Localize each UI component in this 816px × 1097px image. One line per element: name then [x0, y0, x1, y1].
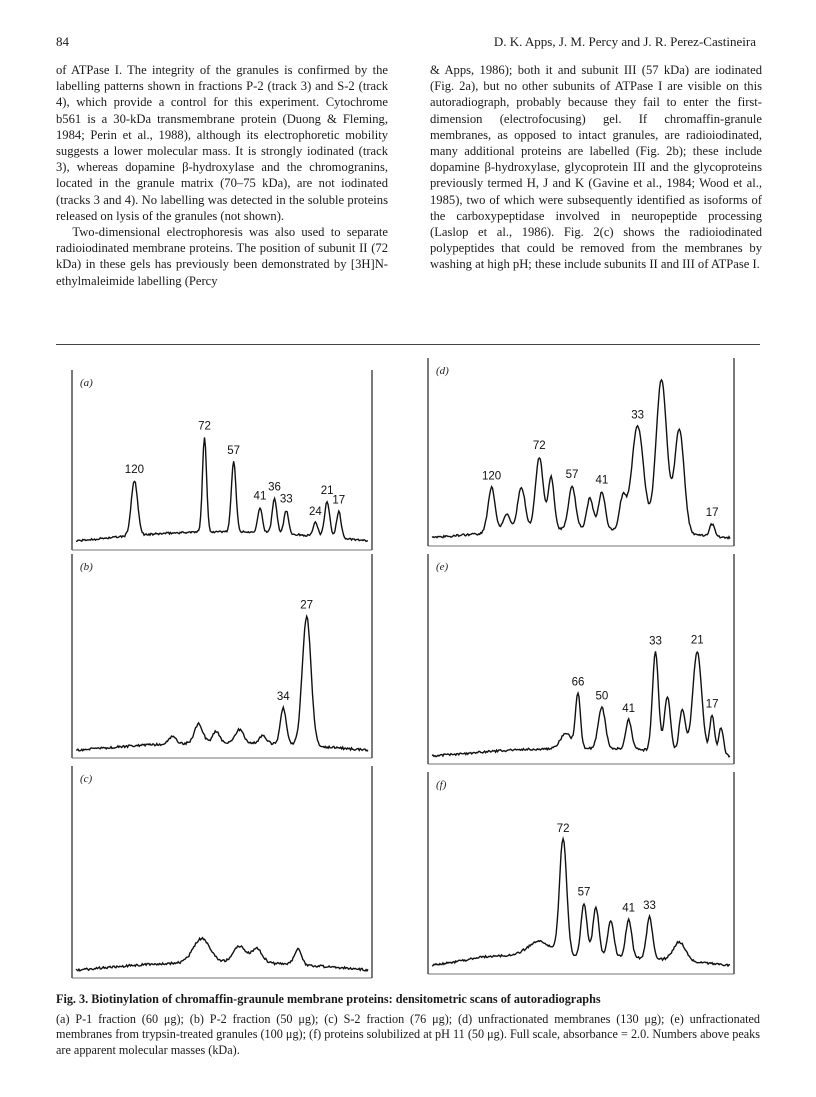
- peak-label: 120: [124, 463, 144, 476]
- figure-divider: [56, 344, 760, 345]
- densitometry-figure: [0, 350, 816, 990]
- page-header: [56, 34, 756, 52]
- page-number: 84: [56, 34, 69, 49]
- figure-caption-body: (a) P-1 fraction (60 μg); (b) P-2 fraction (50 μg); (c) S-2 fraction (76 μg); (d) unfractionated membranes (130 μg); (e) unfractionated membranes from trypsin-treated granules (100 μg); (f) proteins solubilized at pH 11 (50 μg). Full scale, absorbance = 2.0. Numbers above peaks are apparent molecular masses (kDa).: [56, 1012, 760, 1057]
- peak-label: 34: [276, 691, 290, 704]
- peak-label: 66: [571, 676, 585, 689]
- panel-label: (b): [80, 561, 93, 573]
- peak-label: 41: [595, 474, 609, 487]
- running-authors: D. K. Apps, J. M. Percy and J. R. Perez-Castineira: [493, 34, 756, 49]
- scan-panel: [72, 554, 372, 758]
- peak-label: 27: [300, 599, 314, 612]
- paragraph: Two-dimensional electrophoresis was also used to separate radioiodinated membrane proteins. The position of subunit II (72 kDa) in these gels has previously been demonstrated by [3H]N-ethylmaleimide labelling (Percy: [56, 225, 388, 288]
- peak-label: 50: [595, 690, 609, 703]
- peak-label: 57: [565, 468, 579, 481]
- right-column: [430, 62, 762, 273]
- peak-label: 57: [227, 445, 241, 458]
- peak-label: 21: [320, 485, 334, 498]
- scan-trace: [432, 839, 730, 966]
- left-column: [56, 62, 388, 289]
- figure-caption-title: Fig. 3. Biotinylation of chromaffin-graunule membrane proteins: densitometric scans of autoradiographs: [56, 992, 601, 1006]
- peak-label: 17: [332, 494, 346, 507]
- peak-label: 41: [622, 902, 636, 915]
- scan-panel: [72, 766, 372, 978]
- peak-label: 21: [690, 634, 704, 647]
- peak-label: 41: [622, 702, 636, 715]
- peak-label: 72: [198, 420, 211, 433]
- panel-label: (d): [436, 365, 449, 377]
- peak-label: 33: [643, 900, 656, 913]
- scan-trace: [76, 616, 368, 751]
- peak-label: 33: [279, 493, 293, 506]
- peak-label: 57: [577, 886, 591, 899]
- scan-panel: [428, 358, 734, 546]
- peak-label: 17: [705, 506, 719, 519]
- panel-label: (f): [436, 779, 447, 791]
- scan-panel: [72, 370, 372, 550]
- peak-label: 120: [482, 470, 502, 483]
- peak-label: 17: [705, 698, 719, 711]
- panel-label: (c): [80, 773, 93, 785]
- peak-label: 33: [631, 409, 645, 422]
- scan-panel: [428, 554, 734, 764]
- scan-trace: [432, 651, 730, 756]
- scan-panel: [428, 772, 734, 974]
- paragraph: & Apps, 1986); both it and subunit III (57 kDa) are iodinated (Fig. 2a), but no other subunits of ATPase I are visible on this autoradiograph, probably because they fail to enter the first-dimension (electrofocusing) gel. If chromaffin-granule membranes, as opposed to intact granules, are radioiodinated, many additional proteins are labelled (Fig. 2b); these include dopamine β-hydroxylase, glycoprotein III and the glycoproteins previously termed H, J and K (Gavine et al., 1984; Wood et al., 1985), two of which were subsequently identified as isoforms of the carboxypeptidase involved in neuropeptide processing (Laslop et al., 1986). Fig. 2(c) shows the radioiodinated polypeptides that could be removed from the membranes by washing at high pH; these include subunits II and III of ATPase I.: [430, 63, 762, 272]
- peak-label: 72: [532, 440, 546, 453]
- scan-trace: [432, 380, 730, 539]
- peak-label: 24: [309, 505, 322, 518]
- paragraph: of ATPase I. The integrity of the granules is confirmed by the labelling patterns shown in fractions P-2 (track 3) and S-2 (track 4), which provide a control for this experiment. Cytochrome b561 is a 30-kDa transmembrane protein (Duong & Fleming, 1984; Perin et al., 1988), although its electrophoretic mobility suggests a lower molecular mass. It is strongly iodinated (track 3), whereas dopamine β-hydroxylase and the chromogranins, located in the granule matrix (70–75 kDa), are not iodinated (tracks 3 and 4). No labelling was detected in the soluble proteins released on lysis of the granules (not shown).: [56, 63, 388, 223]
- peak-label: 72: [556, 822, 570, 835]
- peak-label: 36: [268, 481, 281, 494]
- peak-label: 41: [253, 490, 267, 503]
- panel-label: (a): [80, 377, 93, 389]
- figure-3: [0, 350, 816, 990]
- panel-label: (e): [436, 561, 449, 573]
- peak-label: 33: [649, 635, 662, 648]
- scan-trace: [76, 938, 368, 971]
